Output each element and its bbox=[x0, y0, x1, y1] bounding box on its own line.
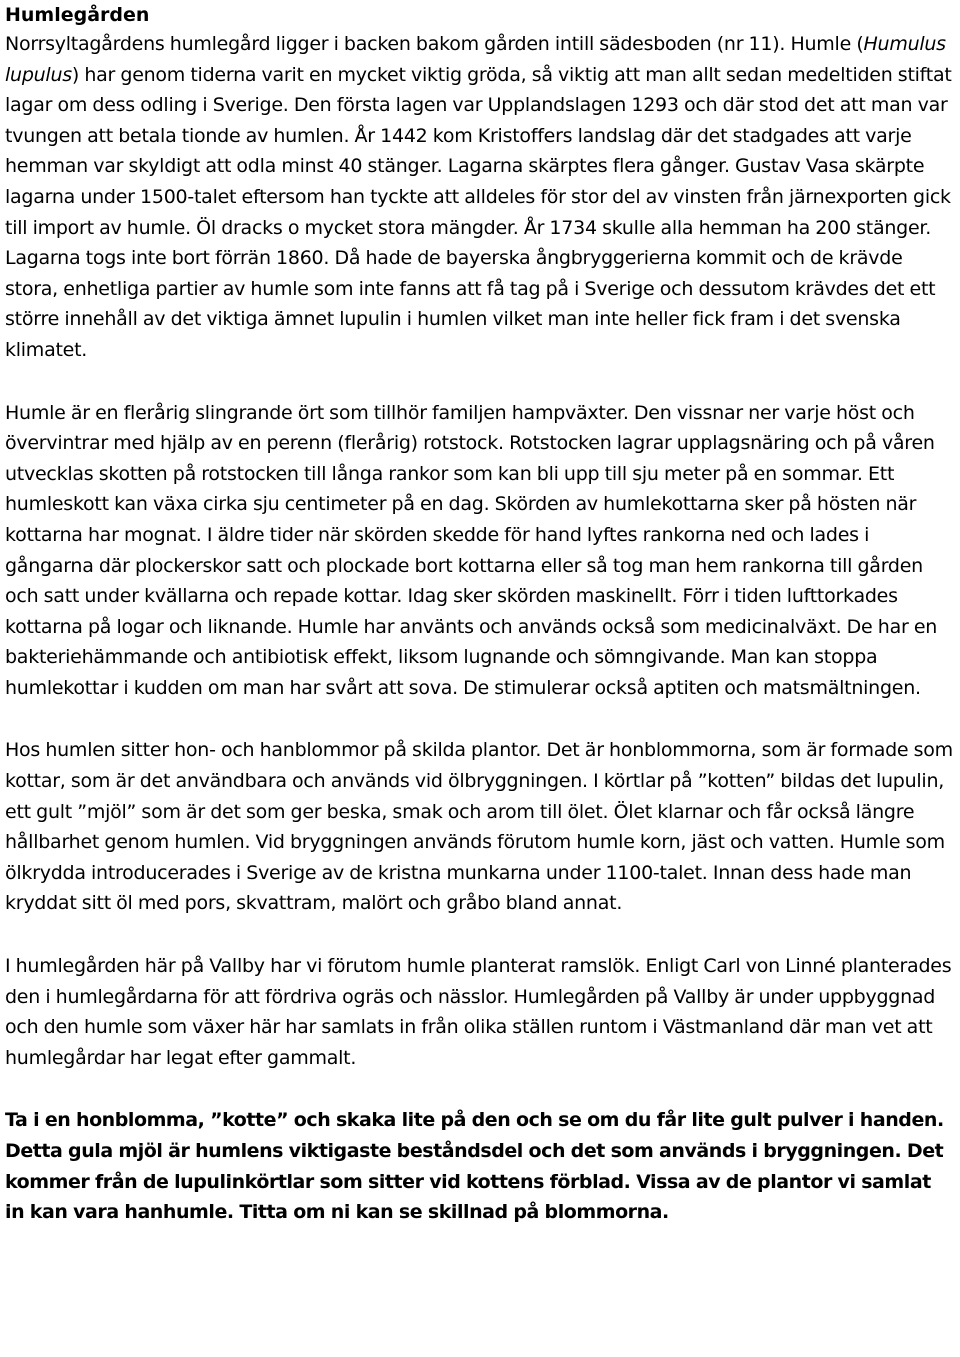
paragraph-history-rest: ) har genom tiderna varit en mycket viktig gröda, så viktig att man allt sedan medeltiden stiftat lagar om dess odling i Sverige. Den första lagen var Upplandslagen 1293 och där stod det att man var tvungen att betala tionde av humlen. År 1442 kom Kristoffers landslag där det stadgades att varje hemman var skyldigt att odla minst 40 stänger. Lagarna skärptes flera gånger. Gustav Vasa skärpte lagarna under 1500-talet eftersom han tyckte att alldeles för stor del av vinsten från järnexporten gick till import av humle. Öl dracks o mycket stora mängder. År 1734 skulle alla hemman ha 200 stänger. Lagarna togs inte bort förrän 1860. Då hade de bayerska ångbryggerierna kommit och de krävde stora, enhetliga partier av humle som inte fanns att få tag på i Sverige och dessutom krävdes det ett större innehåll av det viktiga ämnet lupulin i humlen vilket man inte heller fick fram i det svenska klimatet. bbox=[5, 63, 952, 361]
paragraph-gap bbox=[5, 1073, 954, 1105]
paragraph-brewing: Hos humlen sitter hon- och hanblommor på skilda plantor. Det är honblommorna, som är formade som kottar, som är det användbara och används vid ölbryggningen. I körtlar på ”kotten” bildas det lupulin, ett gult ”mjöl” som är det som ger beska, smak och arom till ölet. Ölet klarnar och får också längre hållbarhet genom humlen. Vid bryggningen används förutom humle korn, jäst och vatten. Humle som ölkrydda introducerades i Sverige av de kristna munkarna under 1100-talet. Innan dess hade man kryddat sitt öl med pors, skvattram, malört och gråbo bland annat. bbox=[5, 739, 953, 915]
document-title: Humlegården bbox=[5, 4, 150, 26]
paragraph-history bbox=[5, 29, 954, 366]
paragraph-instruction: Ta i en honblomma, ”kotte” och skaka lite på den och se om du får lite gult pulver i handen. Detta gula mjöl är humlens viktigaste beståndsdel och det som används i bryggningen. Det kommer från de lupulinkörtlar som sitter vid kottens förblad. Vissa av de plantor vi samlat in kan vara hanhumle. Titta om ni kan se skillnad på blommorna. bbox=[5, 1109, 944, 1224]
latin-name: Humulus lupulus bbox=[5, 33, 946, 86]
paragraph-vallby: I humlegården här på Vallby har vi förutom humle planterat ramslök. Enligt Carl von Linné planterades den i humlegårdarna för att fördriva ogräs och nässlor. Humlegården på Vallby är under uppbyggnad och den humle som växer här har samlats in från olika ställen runtom i Västmanland där man vet att humlegårdar har legat efter gammalt. bbox=[5, 955, 952, 1069]
paragraph-biology: Humle är en flerårig slingrande ört som tillhör familjen hampväxter. Den vissnar ner varje höst och övervintrar med hjälp av en perenn (flerårig) rotstock. Rotstocken lagrar upplagsnäring och på våren utvecklas skotten på rotstocken till långa rankor som kan bli upp till sju meter på en sommar. Ett humleskott kan växa cirka sju centimeter på en dag. Skörden av humlekottarna sker på hösten när kottarna har mognat. I äldre tider när skörden skedde för hand lyftes rankorna ned och lades i gångarna där plockerskor satt och plockade bort kottarna eller så tog man hem rankorna till gården och satt under kvällarna och repade kottar. Idag sker skörden maskinellt. Förr i tiden lufttorkades kottarna på logar och liknande. Humle har använts och används också som medicinalväxt. De har en bakteriehämmande och antibiotisk effekt, liksom lugnande och sömngivande. Man kan stoppa humlekottar i kudden om man har svårt att sova. De stimulerar också aptiten och matsmältningen. bbox=[5, 401, 938, 699]
paragraph-gap bbox=[5, 703, 954, 735]
paragraph-gap bbox=[5, 366, 954, 398]
paragraph-gap bbox=[5, 919, 954, 951]
paragraph-history-intro: Norrsyltagårdens humlegård ligger i backen bakom gården intill sädesboden (nr 11). Humle ( bbox=[5, 33, 864, 55]
